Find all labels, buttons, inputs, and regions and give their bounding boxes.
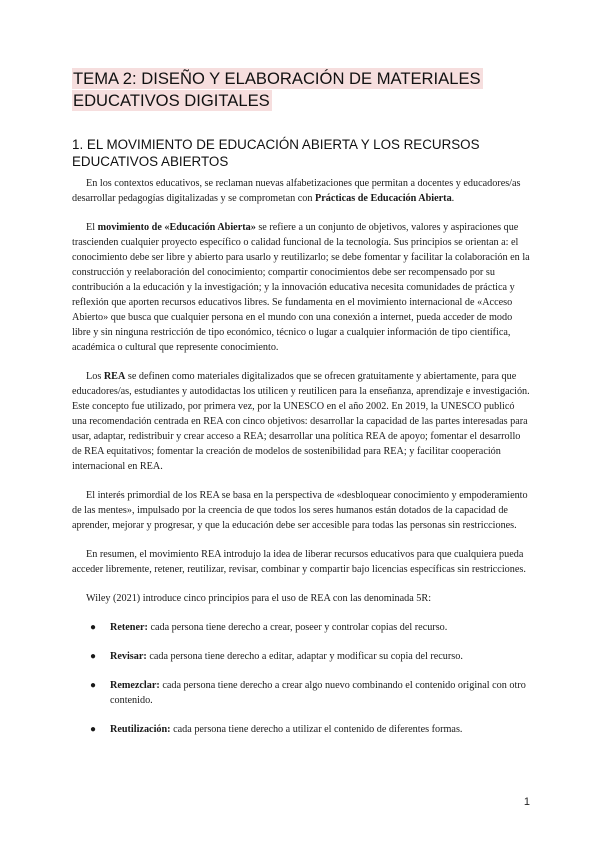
document-title: [72, 68, 530, 112]
paragraph-summary: En resumen, el movimiento REA introdujo la idea de liberar recursos educativos para que cualquiera pueda acceder libremente, retener, reutilizar, revisar, combinar y compartir bajo licencias específicas sin restricciones.: [72, 549, 526, 575]
paragraph-rea-start: Los: [86, 371, 104, 382]
bullet-icon: ●: [90, 622, 97, 633]
principle-text: cada persona tiene derecho a crear, poseer y controlar copias del recurso.: [147, 622, 448, 633]
principle-term: Revisar:: [110, 651, 147, 662]
paragraph-intro: [72, 176, 530, 206]
section-heading-line-2: EDUCATIVOS ABIERTOS: [72, 154, 229, 169]
paragraph-rea-definition: [72, 369, 530, 474]
bullet-icon: ●: [90, 724, 97, 735]
paragraph-rea-text: se definen como materiales digitalizados que se ofrecen gratuitamente y abiertamente, para que educadores/as, estudiantes y autodidactas los utilicen y reutilicen para la enseñanza, aprendizaje e investigación. Este concepto fue utilizado, por primera vez, por la UNESCO en el año 2002. En 2019, la UNESCO publicó una recomendación centrada en REA con cinco objetivos: desarrollar la capacidad de las partes interesadas para usar, adaptar, redistribuir y crear acceso a REA; desarrollar una política REA de apoyo; fomentar el desarrollo de REA equitativos; fomentar la creación de modelos de sostenibilidad para REA; y facilitar cooperación internacional en REA.: [72, 371, 530, 472]
list-item: [90, 722, 530, 737]
principles-list: [72, 620, 530, 737]
paragraph-open-education: [72, 220, 530, 355]
principle-term: Retener:: [110, 622, 148, 633]
principle-term: Reutilización:: [110, 724, 171, 735]
title-line-2: EDUCATIVOS DIGITALES: [73, 91, 270, 110]
paragraph-rea-bold: REA: [103, 371, 126, 382]
paragraph-open-education-text: se refiere a un conjunto de objetivos, valores y aspiraciones que trascienden cualquier proyecto específico o calidad funcional de la tecnología. Sus principios se orientan a: el conocimiento debe ser libre y abierto para usarlo y reutilizarlo; se debe fomentar y facilitar la colaboración en la construcción y reelaboración del conocimiento; compartir conocimientos debe ser recompensado por su contribución a la educación y la investigación; y la innovación educativa necesita comunidades de práctica y reflexión que aporten recursos educativos libres. Se fundamenta en el movimiento internacional de «Acceso Abierto» que busca que cualquier persona en el mundo con una conexión a internet, pueda acceder de modo libre y sin ninguna restricción de tipo económico, técnico o lugar a cualquier información de tipo científica, académica o cultural que represente conocimiento.: [72, 222, 530, 353]
list-item: [90, 678, 530, 708]
list-item: [90, 620, 530, 635]
paragraph-wiley: Wiley (2021) introduce cinco principios para el uso de REA con las denominada 5R:: [86, 593, 432, 604]
principle-text: cada persona tiene derecho a utilizar el contenido de diferentes formas.: [170, 724, 463, 735]
principle-text: cada persona tiene derecho a editar, adaptar y modificar su copia del recurso.: [146, 651, 463, 662]
bullet-icon: ●: [90, 680, 97, 691]
paragraph-intro-bold: Prácticas de Educación Abierta: [315, 193, 452, 204]
paragraph-open-education-start: El: [86, 222, 98, 233]
bullet-icon: ●: [90, 651, 97, 662]
section-heading-line-1: 1. EL MOVIMIENTO DE EDUCACIÓN ABIERTA Y LOS RECURSOS: [72, 137, 480, 152]
paragraph-rea-interest: El interés primordial de los REA se basa en la perspectiva de «desbloquear conocimiento y empoderamiento de las mentes», impulsado por la creencia de que todos los seres humanos están dotados de la capacidad de aprender, mejorar y progresar, y que la educación debe ser accesible para todas las personas sin restricciones.: [72, 490, 528, 531]
title-line-1: TEMA 2: DISEÑO Y ELABORACIÓN DE MATERIALES: [73, 69, 481, 88]
section-heading: [72, 136, 530, 170]
paragraph-open-education-bold: movimiento de «Educación Abierta»: [97, 222, 256, 233]
page-number: 1: [523, 796, 530, 808]
list-item: [90, 649, 530, 664]
principle-text: cada persona tiene derecho a crear algo nuevo combinando el contenido original con otro contenido.: [110, 680, 526, 706]
principle-term: Remezclar:: [110, 680, 160, 691]
paragraph-intro-end: .: [451, 193, 455, 204]
paragraph-intro-text: En los contextos educativos, se reclaman nuevas alfabetizaciones que permitan a docentes y educadores/as desarrollar pedagogías digitalizadas y se comprometan con: [72, 178, 521, 204]
